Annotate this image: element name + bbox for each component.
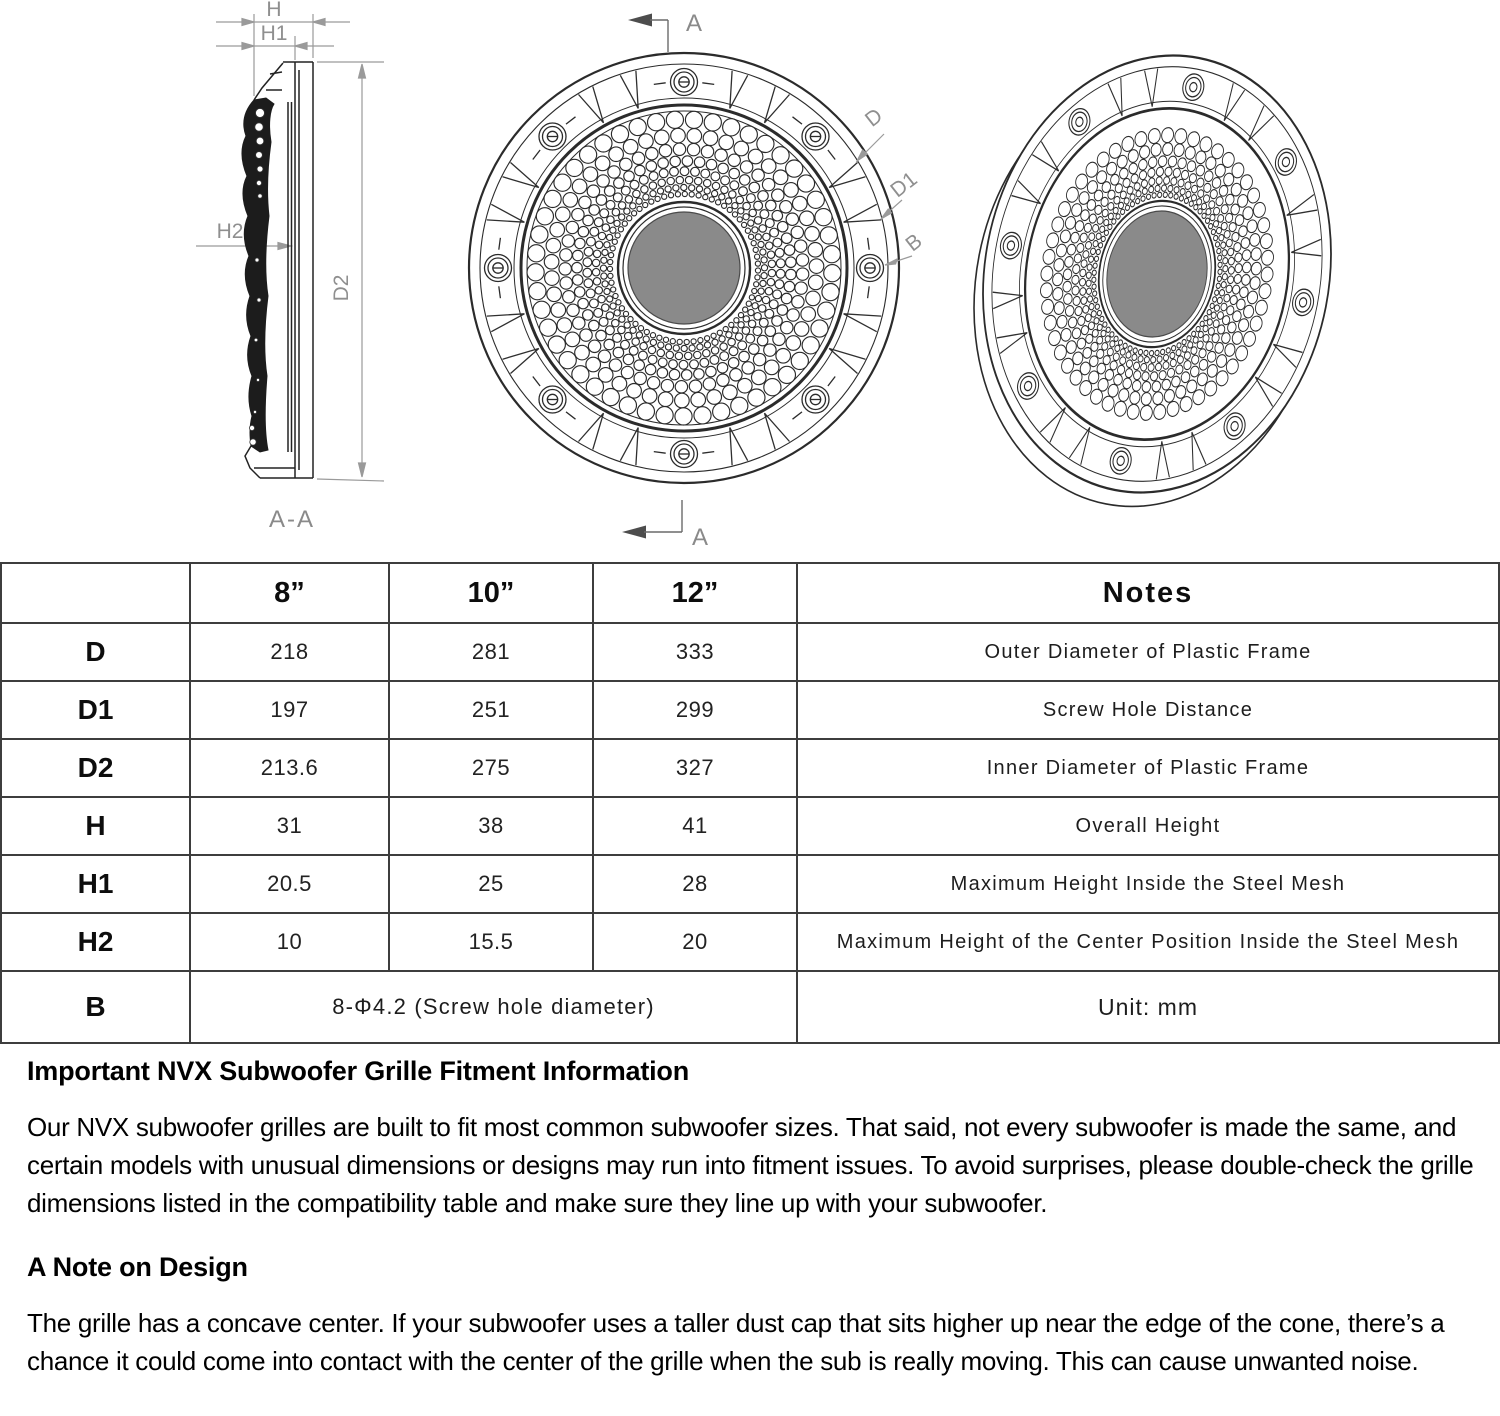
dim-value: 299 (593, 681, 797, 739)
screw-hole-diameter-cell: 8-Φ4.2 (Screw hole diameter) (190, 971, 797, 1043)
dim-label-d2: D2 (330, 274, 353, 302)
section-name-label: A-A (268, 506, 316, 533)
dim-note: Screw Hole Distance (797, 681, 1499, 739)
dim-note: Overall Height (797, 797, 1499, 855)
row-label: D2 (1, 739, 190, 797)
row-label: D (1, 623, 190, 681)
column-header-12in: 12” (593, 563, 797, 623)
dim-value: 213.6 (190, 739, 389, 797)
dim-value: 333 (593, 623, 797, 681)
dim-value: 197 (190, 681, 389, 739)
dim-value: 28 (593, 855, 797, 913)
dim-note: Inner Diameter of Plastic Frame (797, 739, 1499, 797)
dim-note: Maximum Height Inside the Steel Mesh (797, 855, 1499, 913)
dim-value: 327 (593, 739, 797, 797)
dim-label-d: D (860, 104, 888, 132)
unit-cell: Unit: mm (797, 971, 1499, 1043)
dim-value: 15.5 (389, 913, 593, 971)
dim-label-d1: D1 (886, 167, 922, 203)
dim-value: 25 (389, 855, 593, 913)
column-header-10in: 10” (389, 563, 593, 623)
dim-value: 31 (190, 797, 389, 855)
table-row-d (1, 623, 1499, 681)
perspective-view-drawing (950, 20, 1500, 530)
dim-value: 20 (593, 913, 797, 971)
dim-value: 10 (190, 913, 389, 971)
dimension-table (0, 562, 1500, 1044)
row-label: H1 (1, 855, 190, 913)
fitment-paragraph: Our NVX subwoofer grilles are built to fit most common subwoofer sizes. That said, not every subwoofer is made the same, and certain models with unusual dimensions or designs may run into fitment issues. To avoid surprises, please double-check the grille dimensions listed in the compatibility table and make sure they line up with your subwoofer. (27, 1112, 1474, 1218)
dim-label-b: B (901, 229, 927, 257)
dim-value: 251 (389, 681, 593, 739)
row-label: B (1, 971, 190, 1043)
dim-value: 41 (593, 797, 797, 855)
dim-value: 20.5 (190, 855, 389, 913)
table-row-b (1, 971, 1499, 1043)
dim-label-h1: H1 (260, 22, 288, 45)
dim-value: 281 (389, 623, 593, 681)
row-label: H (1, 797, 190, 855)
table-row-h1 (1, 855, 1499, 913)
table-row-h2 (1, 913, 1499, 971)
mesh-section-profile (242, 98, 274, 452)
fitment-heading: Important NVX Subwoofer Grille Fitment Information (27, 1056, 690, 1086)
design-note-paragraph: The grille has a concave center. If your subwoofer uses a taller dust cap that sits higher up near the edge of the cone, there’s a chance it could come into contact with the center of the grille when the sub is really moving. This can cause unwanted noise. (27, 1308, 1445, 1376)
section-cut-label-top: A (686, 10, 703, 37)
dim-label-h2: H2 (216, 220, 244, 243)
dust-cap-area (628, 212, 740, 324)
dim-value: 218 (190, 623, 389, 681)
row-label: D1 (1, 681, 190, 739)
section-cut-label-bottom: A (692, 524, 709, 551)
front-view-drawing (460, 0, 980, 560)
table-corner-cell (1, 563, 190, 623)
dim-note: Outer Diameter of Plastic Frame (797, 623, 1499, 681)
side-section-drawing (150, 0, 460, 560)
design-note-heading: A Note on Design (27, 1252, 248, 1282)
info-text-section (27, 1056, 1485, 1380)
row-label: H2 (1, 913, 190, 971)
column-header-8in: 8” (190, 563, 389, 623)
table-row-d1 (1, 681, 1499, 739)
table-row-h (1, 797, 1499, 855)
table-header-row (1, 563, 1499, 623)
dim-value: 38 (389, 797, 593, 855)
column-header-notes: Notes (797, 563, 1499, 623)
table-row-d2 (1, 739, 1499, 797)
dim-label-h: H (266, 0, 282, 21)
dim-note: Maximum Height of the Center Position Inside the Steel Mesh (797, 913, 1499, 971)
dim-value: 275 (389, 739, 593, 797)
